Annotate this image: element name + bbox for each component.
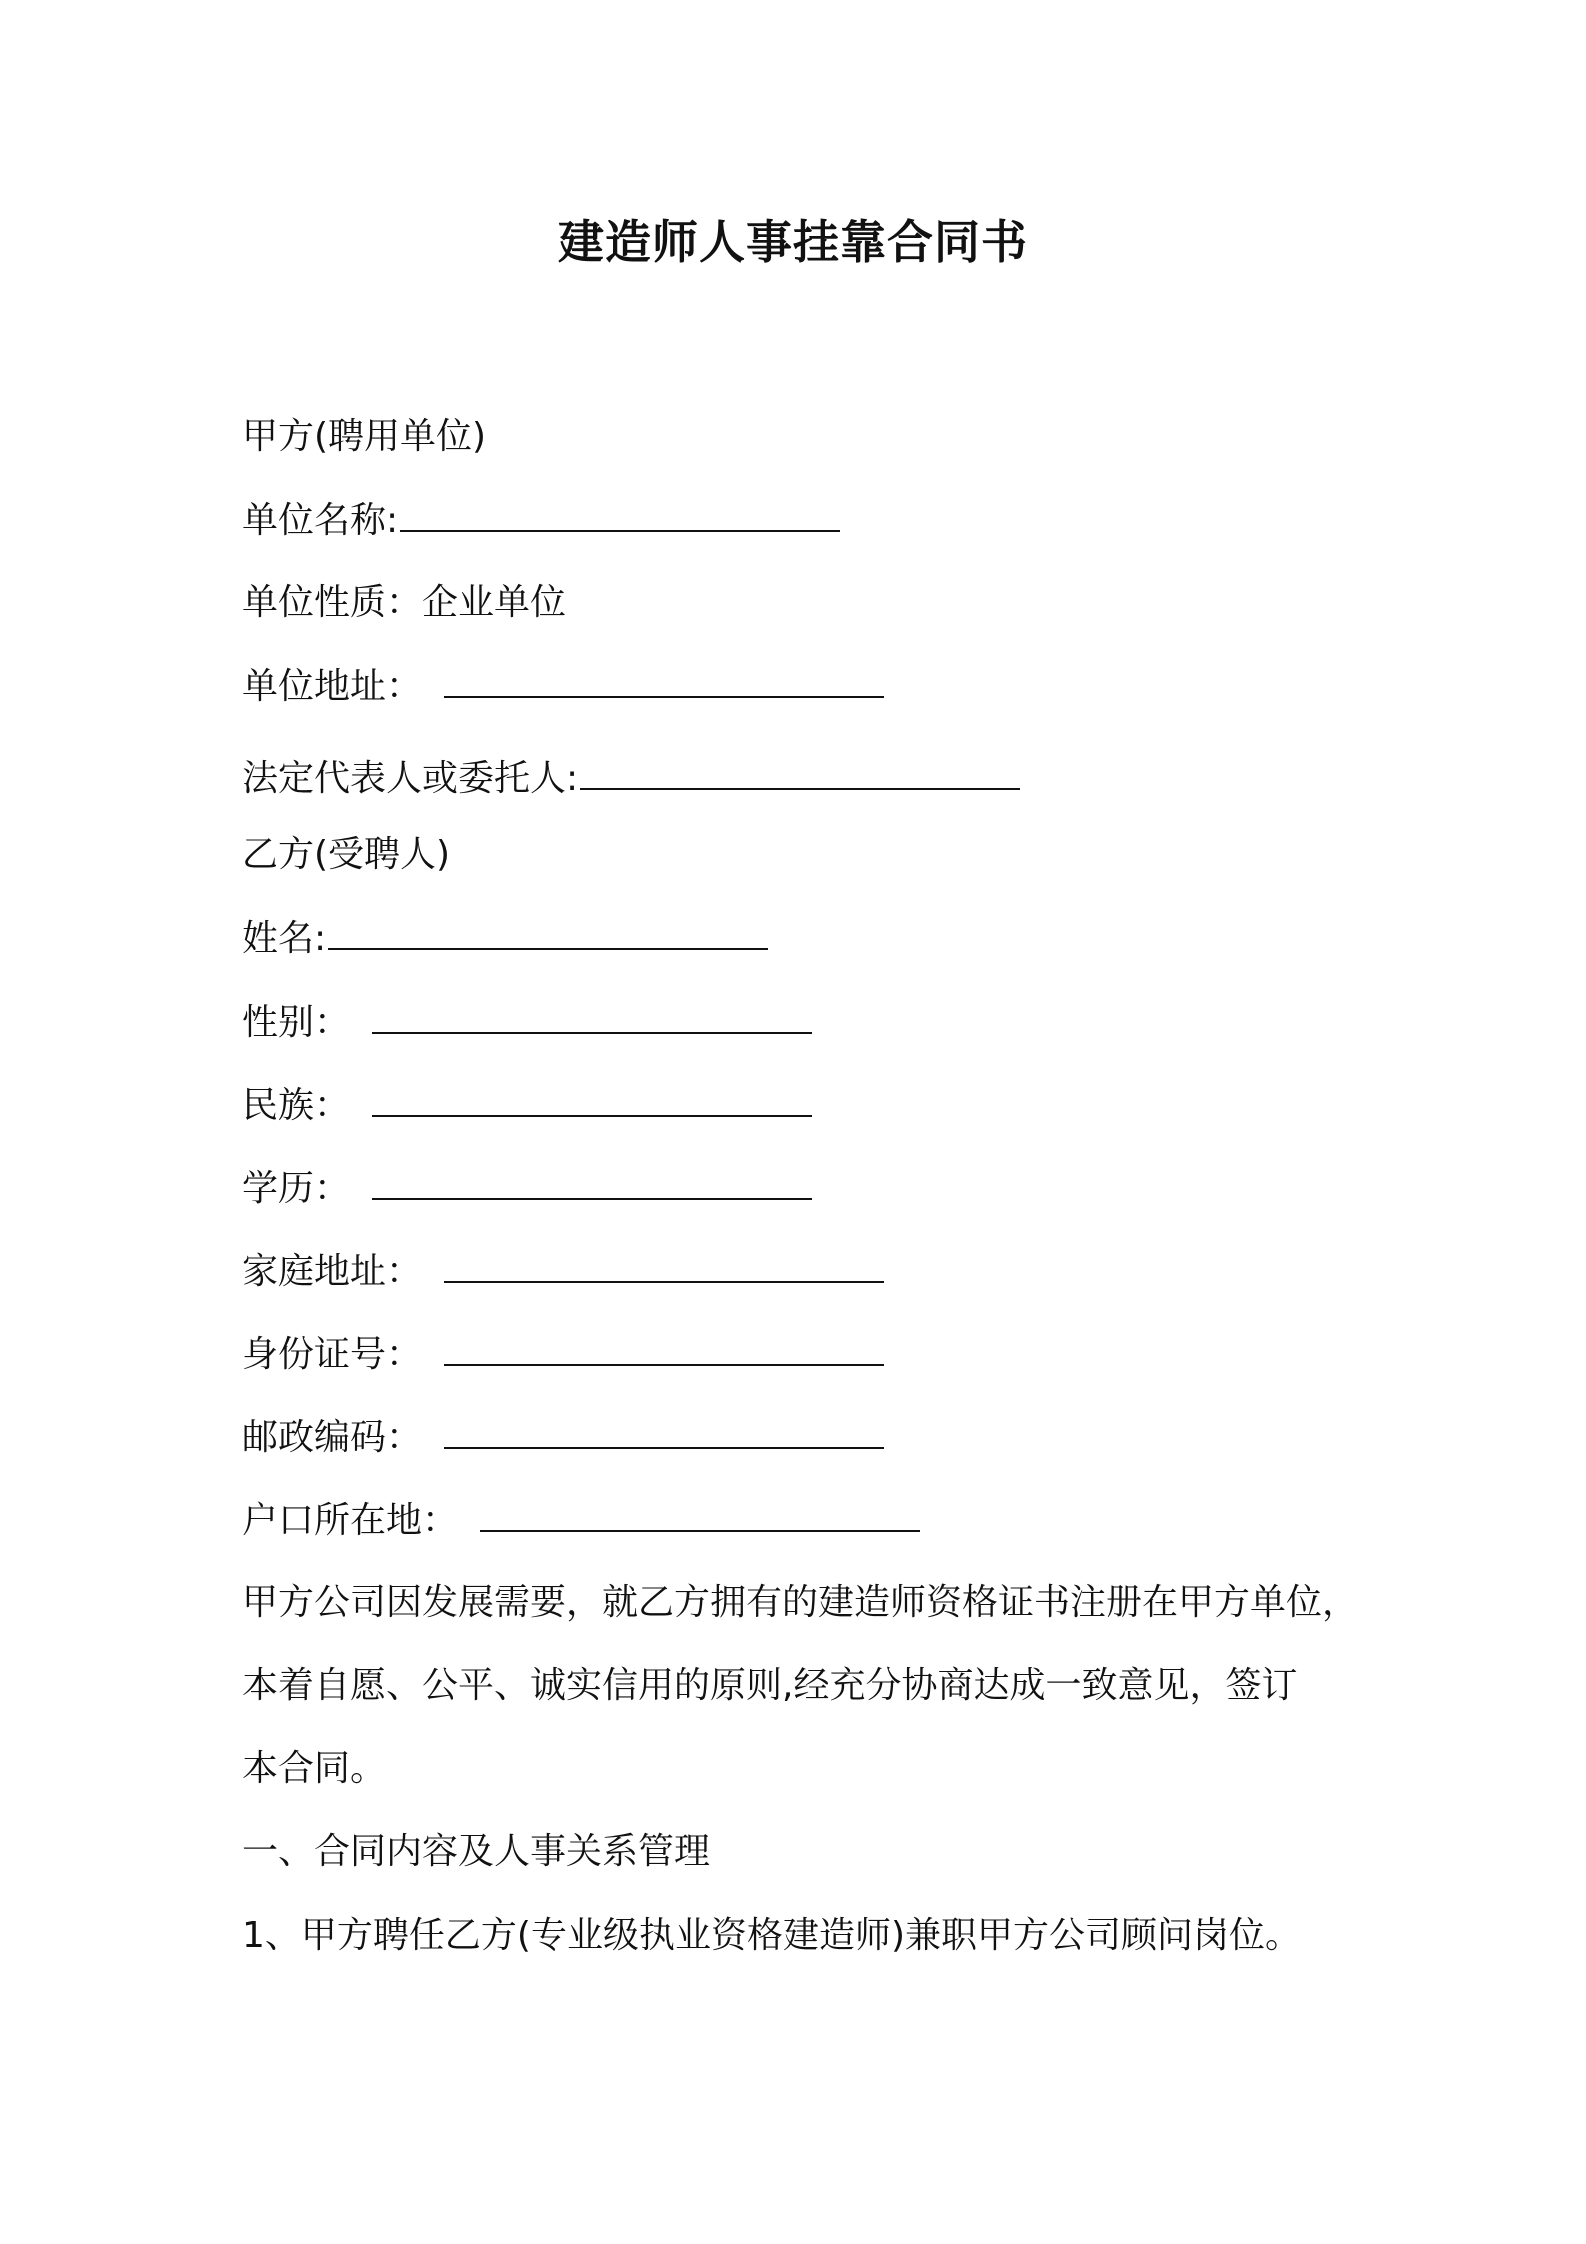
unit-address-row xyxy=(242,662,884,711)
education-label: 学历： xyxy=(242,1168,351,1209)
id-number-row xyxy=(242,1330,884,1379)
household-registration-label: 户口所在地： xyxy=(242,1500,459,1541)
unit-name-blank xyxy=(400,496,840,532)
id-number-label: 身份证号： xyxy=(242,1334,423,1375)
representative-label: 法定代表人或委托人: xyxy=(242,758,579,799)
home-address-row xyxy=(242,1247,884,1296)
gender-blank xyxy=(372,998,812,1034)
name-row xyxy=(242,914,768,963)
household-registration-blank xyxy=(480,1496,920,1532)
postal-code-row xyxy=(242,1413,884,1462)
unit-nature-label: 单位性质： xyxy=(242,582,423,623)
ethnicity-blank xyxy=(372,1081,812,1117)
unit-name-row xyxy=(242,496,840,545)
unit-address-blank xyxy=(444,662,884,698)
ethnicity-label: 民族： xyxy=(242,1085,351,1126)
document-title: 建造师人事挂靠合同书 xyxy=(558,215,1028,269)
representative-row xyxy=(242,754,1020,803)
household-registration-row xyxy=(242,1496,920,1545)
representative-blank xyxy=(580,754,1020,790)
home-address-label: 家庭地址： xyxy=(242,1251,423,1292)
unit-address-label: 单位地址： xyxy=(242,666,423,707)
party-a-heading: 甲方(聘用单位) xyxy=(242,416,487,457)
gender-label: 性别： xyxy=(242,1002,351,1043)
party-b-heading: 乙方(受聘人) xyxy=(242,834,451,875)
preamble-line-2: 本着自愿、公平、诚实信用的原则,经充分协商达成一致意见，签订 xyxy=(242,1665,1298,1706)
name-blank xyxy=(328,914,768,950)
preamble-line-1: 甲方公司因发展需要，就乙方拥有的建造师资格证书注册在甲方单位， xyxy=(242,1582,1359,1623)
ethnicity-row xyxy=(242,1081,812,1130)
gender-row xyxy=(242,998,812,1047)
unit-nature-value: 企业单位 xyxy=(422,582,567,623)
postal-code-blank xyxy=(444,1413,884,1449)
home-address-blank xyxy=(444,1247,884,1283)
education-row xyxy=(242,1164,812,1213)
section-1-clause-1: 1、甲方聘任乙方(专业级执业资格建造师)兼职甲方公司顾问岗位。 xyxy=(242,1915,1301,1956)
education-blank xyxy=(372,1164,812,1200)
unit-nature-row xyxy=(242,579,566,627)
unit-name-label: 单位名称: xyxy=(242,500,399,541)
postal-code-label: 邮政编码： xyxy=(242,1417,423,1458)
preamble-line-3: 本合同。 xyxy=(242,1748,387,1789)
id-number-blank xyxy=(444,1330,884,1366)
section-1-heading: 一、合同内容及人事关系管理 xyxy=(242,1831,711,1872)
name-label: 姓名: xyxy=(242,918,327,959)
